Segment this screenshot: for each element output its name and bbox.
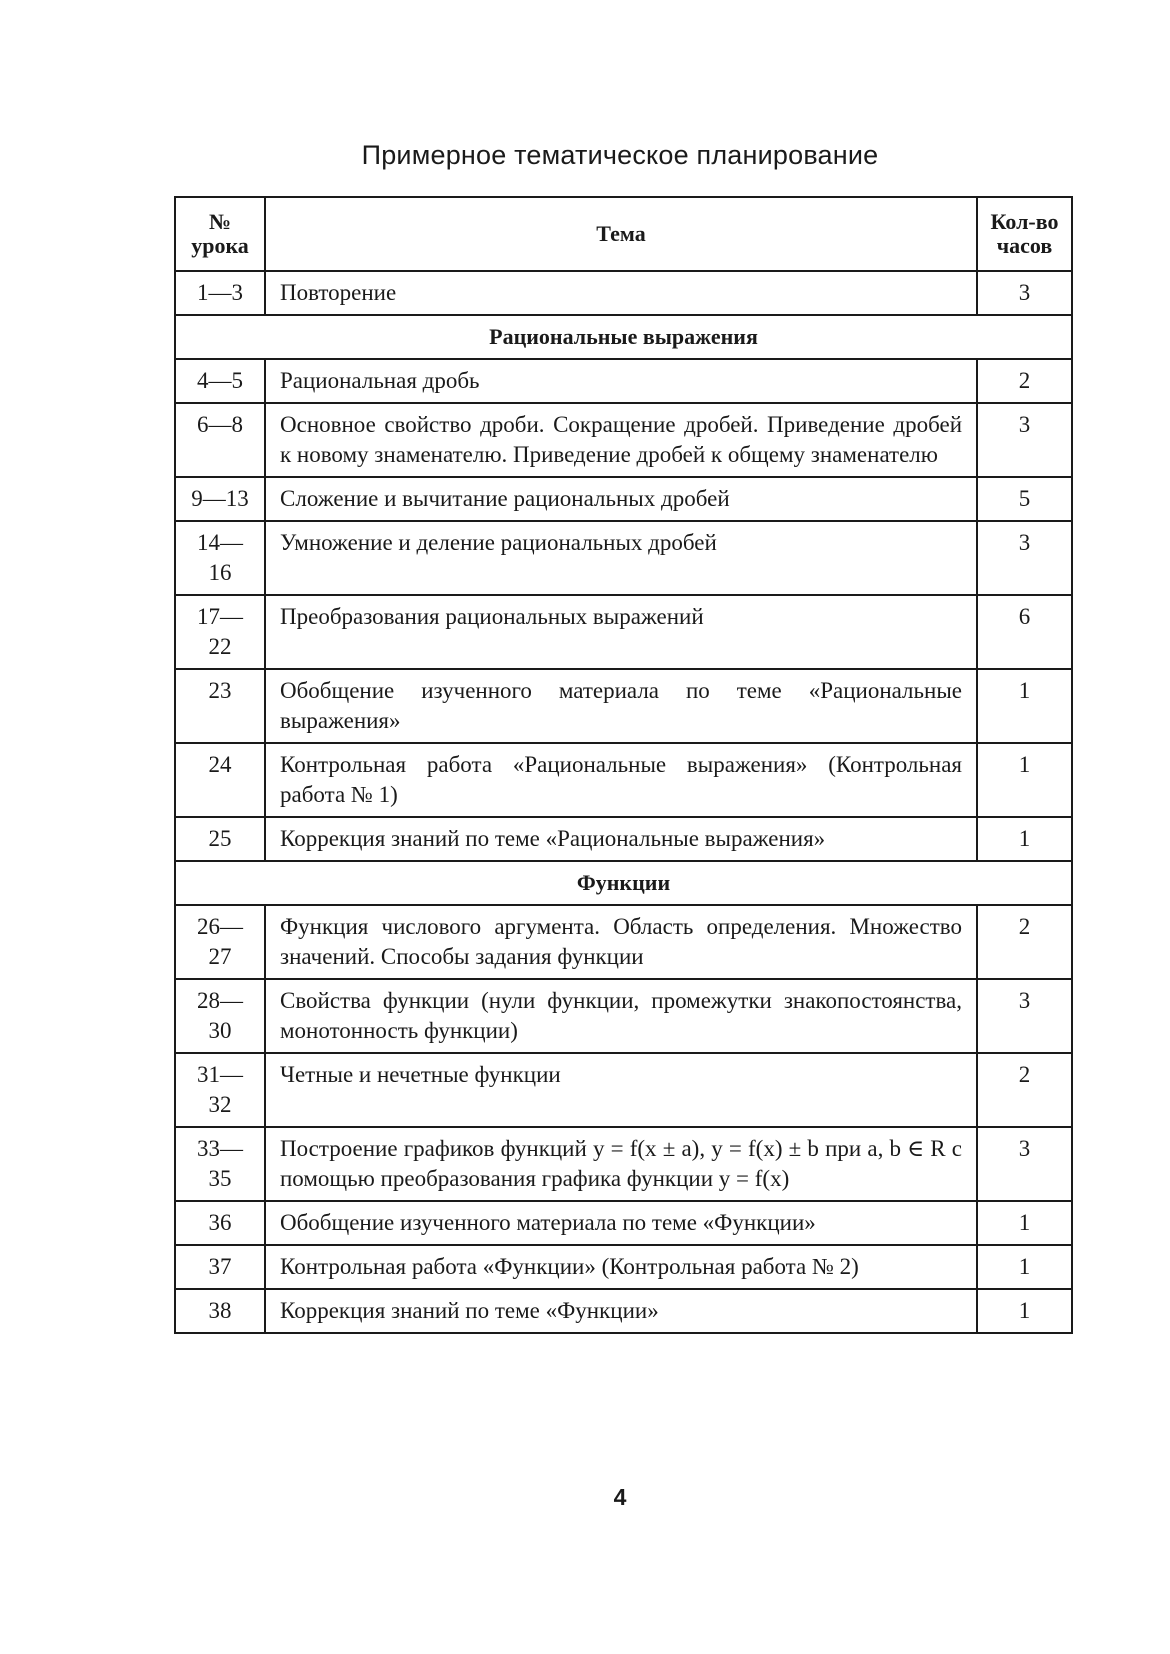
lesson-number-cell: 37 <box>175 1245 265 1289</box>
lesson-number-cell: 28—30 <box>175 979 265 1053</box>
topic-cell: Повторение <box>265 271 977 315</box>
table-row <box>175 1127 1072 1201</box>
table-row <box>175 477 1072 521</box>
table-row <box>175 359 1072 403</box>
topic-cell: Рациональная дробь <box>265 359 977 403</box>
section-heading: Рациональные выражения <box>175 315 1072 359</box>
hours-cell: 1 <box>977 817 1072 861</box>
hours-cell: 5 <box>977 477 1072 521</box>
topic-cell: Коррекция знаний по теме «Рациональные выражения» <box>265 817 977 861</box>
hours-cell: 3 <box>977 271 1072 315</box>
hours-cell: 3 <box>977 1127 1072 1201</box>
topic-cell: Контрольная работа «Рациональные выражения» (Контрольная работа № 1) <box>265 743 977 817</box>
lesson-number-cell: 36 <box>175 1201 265 1245</box>
thematic-plan-table <box>174 196 1073 1334</box>
lesson-number-cell: 33—35 <box>175 1127 265 1201</box>
hours-cell: 6 <box>977 595 1072 669</box>
lesson-number-cell: 1—3 <box>175 271 265 315</box>
hours-cell: 1 <box>977 1289 1072 1333</box>
hours-cell: 1 <box>977 1201 1072 1245</box>
hours-cell: 1 <box>977 669 1072 743</box>
lesson-number-cell: 24 <box>175 743 265 817</box>
section-row <box>175 315 1072 359</box>
topic-cell: Четные и нечетные функции <box>265 1053 977 1127</box>
table-row <box>175 817 1072 861</box>
table-row <box>175 1201 1072 1245</box>
hours-cell: 1 <box>977 1245 1072 1289</box>
table-row <box>175 1245 1072 1289</box>
lesson-number-cell: 9—13 <box>175 477 265 521</box>
lesson-number-cell: 31—32 <box>175 1053 265 1127</box>
lesson-number-cell: 4—5 <box>175 359 265 403</box>
lesson-number-cell: 23 <box>175 669 265 743</box>
hours-cell: 3 <box>977 521 1072 595</box>
table-row <box>175 905 1072 979</box>
table-row <box>175 669 1072 743</box>
lesson-number-cell: 17—22 <box>175 595 265 669</box>
topic-cell: Сложение и вычитание рациональных дробей <box>265 477 977 521</box>
hours-cell: 2 <box>977 905 1072 979</box>
topic-cell: Функция числового аргумента. Область определения. Множество значений. Способы задания функции <box>265 905 977 979</box>
hours-cell: 3 <box>977 979 1072 1053</box>
section-heading: Функции <box>175 861 1072 905</box>
hours-cell: 3 <box>977 403 1072 477</box>
table-row <box>175 521 1072 595</box>
table-row <box>175 403 1072 477</box>
table-row <box>175 1289 1072 1333</box>
table-row <box>175 1053 1072 1127</box>
topic-cell: Построение графиков функций y = f(x ± a), y = f(x) ± b при a, b ∈ R с помощью преобразования графика функции y = f(x) <box>265 1127 977 1201</box>
header-lesson-number: № урока <box>175 197 265 271</box>
topic-cell: Преобразования рациональных выражений <box>265 595 977 669</box>
lesson-number-cell: 26—27 <box>175 905 265 979</box>
lesson-number-cell: 38 <box>175 1289 265 1333</box>
topic-cell: Обобщение изученного материала по теме «Функции» <box>265 1201 977 1245</box>
hours-cell: 1 <box>977 743 1072 817</box>
table-body <box>175 271 1072 1333</box>
lesson-number-cell: 6—8 <box>175 403 265 477</box>
table-row <box>175 595 1072 669</box>
topic-cell: Свойства функции (нули функции, промежутки знакопостоянства, монотонность функции) <box>265 979 977 1053</box>
page-number: 4 <box>613 1484 627 1510</box>
topic-cell: Обобщение изученного материала по теме «Рациональные выражения» <box>265 669 977 743</box>
header-hours: Кол-во часов <box>977 197 1072 271</box>
lesson-number-cell: 25 <box>175 817 265 861</box>
table-row <box>175 743 1072 817</box>
table-row <box>175 271 1072 315</box>
section-row <box>175 861 1072 905</box>
table-row <box>175 979 1072 1053</box>
topic-cell: Основное свойство дроби. Сокращение дробей. Приведение дробей к новому знаменателю. Приведение дробей к общему знаменателю <box>265 403 977 477</box>
hours-cell: 2 <box>977 359 1072 403</box>
topic-cell: Коррекция знаний по теме «Функции» <box>265 1289 977 1333</box>
topic-cell: Контрольная работа «Функции» (Контрольная работа № 2) <box>265 1245 977 1289</box>
hours-cell: 2 <box>977 1053 1072 1127</box>
topic-cell: Умножение и деление рациональных дробей <box>265 521 977 595</box>
table-header-row <box>175 197 1072 271</box>
header-topic: Тема <box>265 197 977 271</box>
page-title: Примерное тематическое планирование <box>361 140 879 170</box>
lesson-number-cell: 14—16 <box>175 521 265 595</box>
